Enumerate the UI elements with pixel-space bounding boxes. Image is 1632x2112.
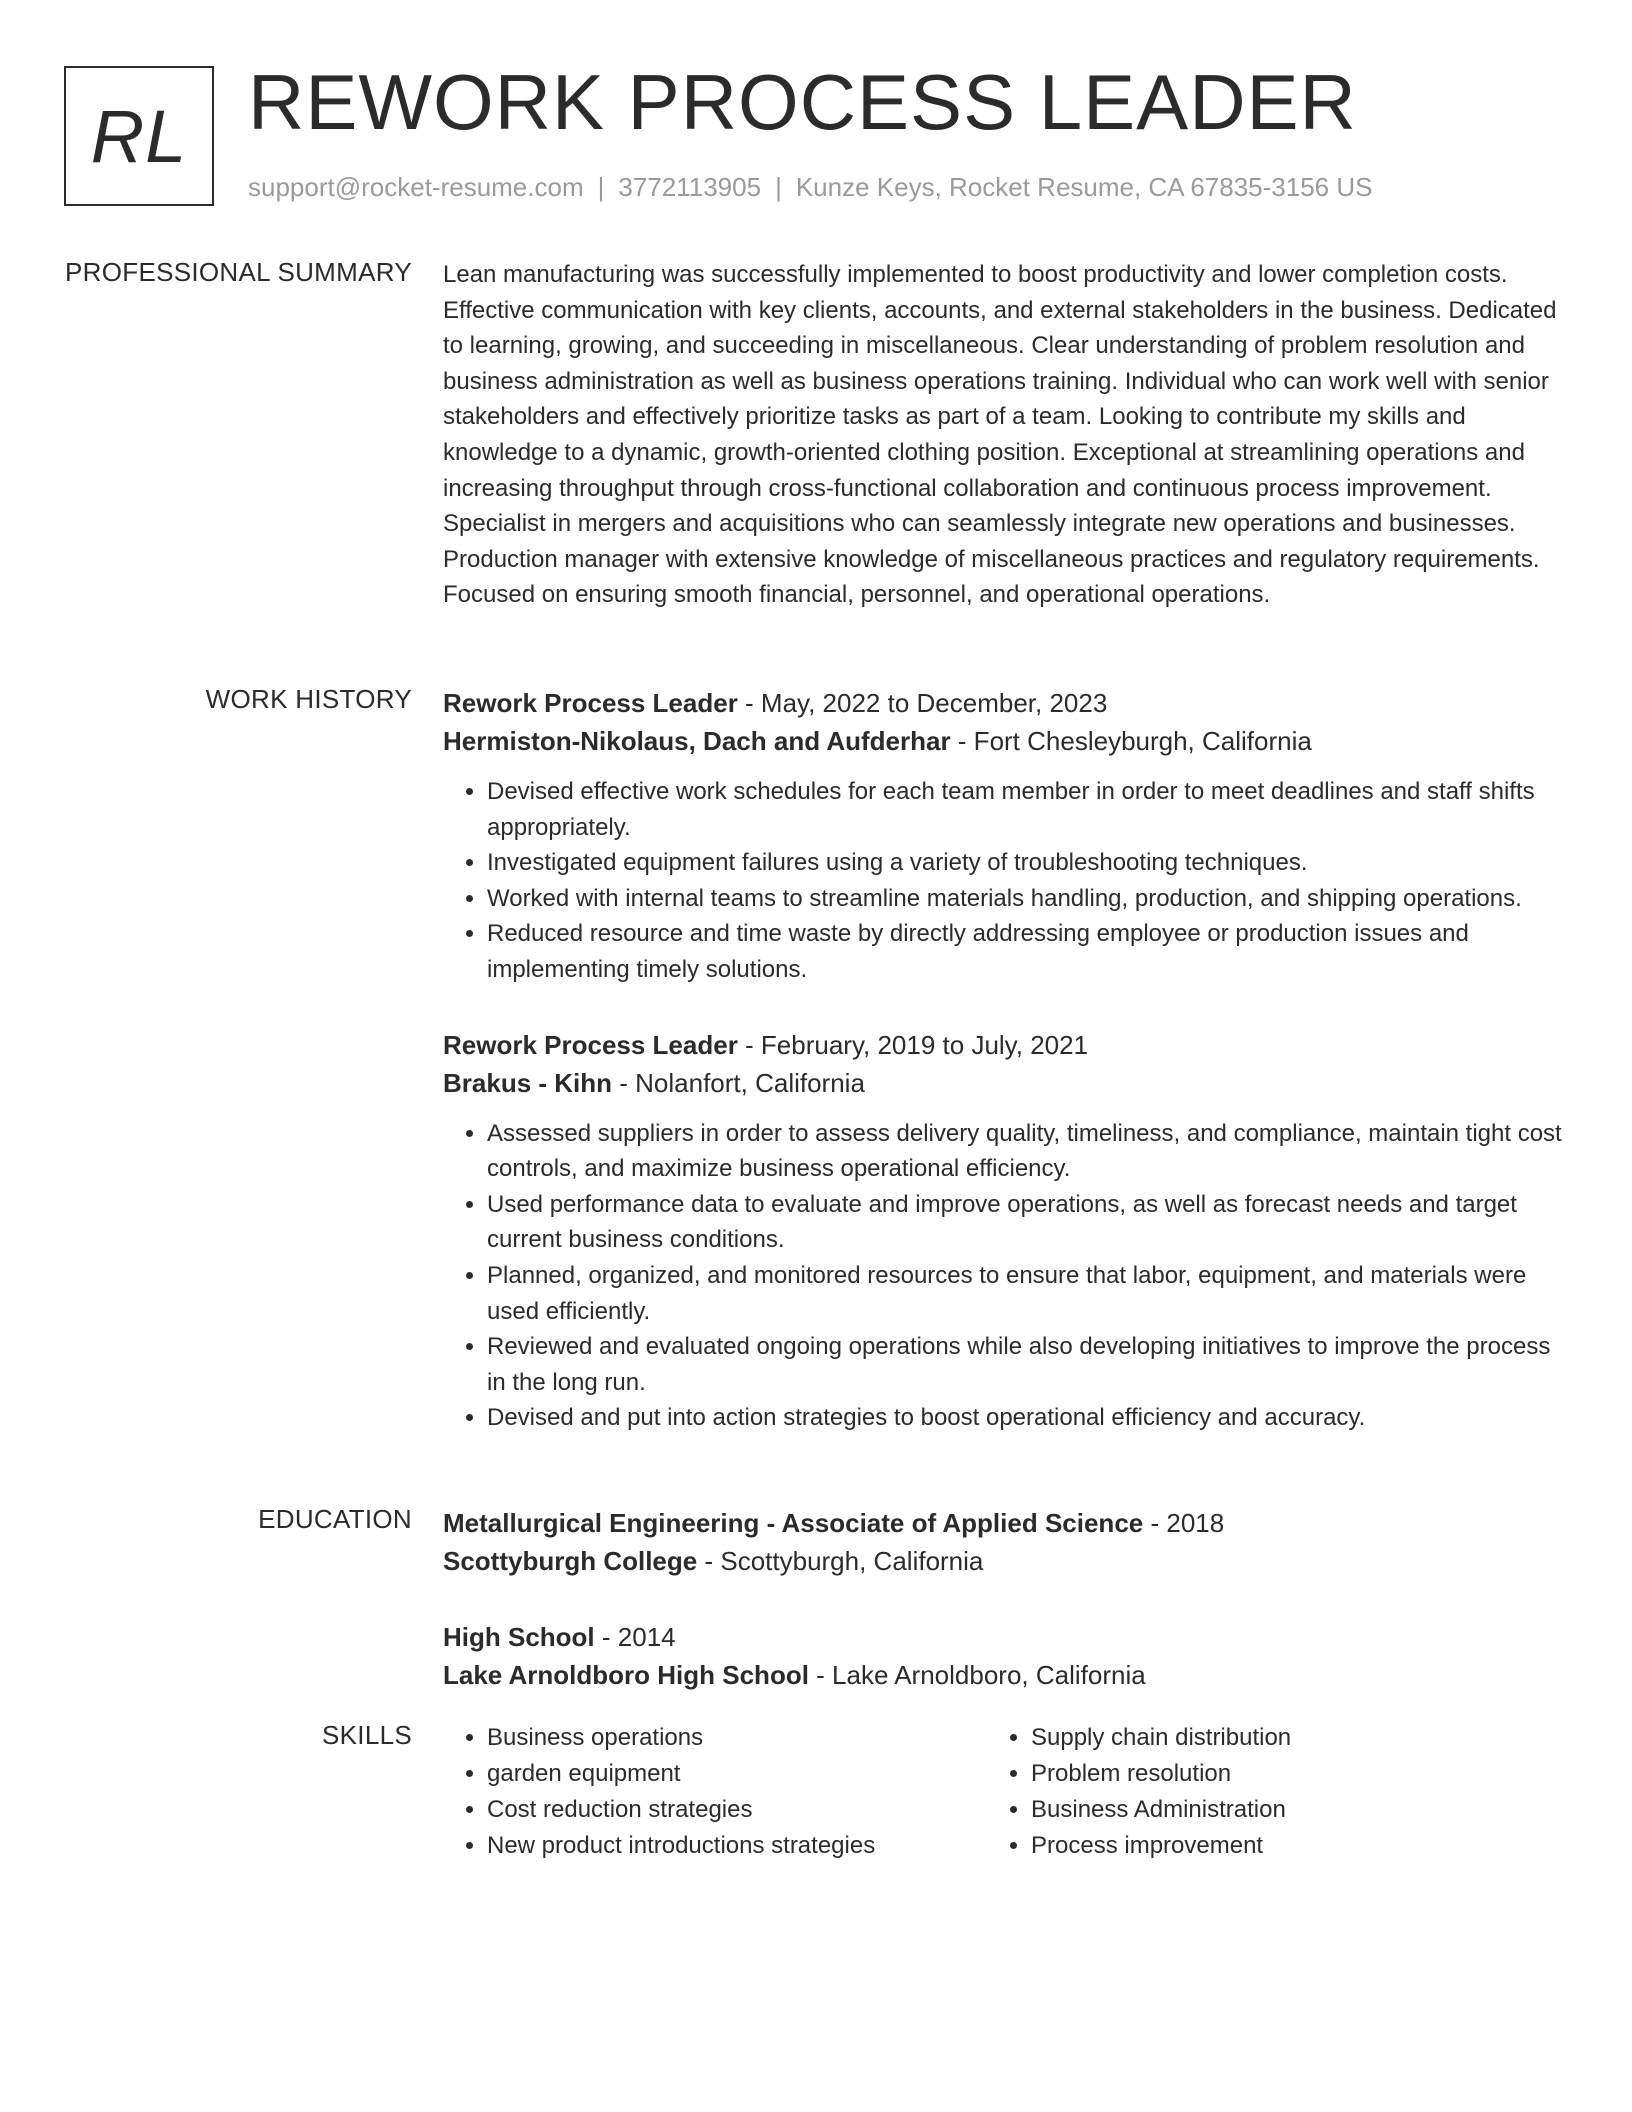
summary-text: Lean manufacturing was successfully implemented to boost productivity and lower completion costs. Effective communication with key clients, accounts, and external stakeholders in the business. Dedicated to learning, growing, and succeeding in miscellaneous. Clear understanding of problem resolution and business administration as well as business operations training. Individual who can work well with senior stakeholders and effectively prioritize tasks as part of a team. Looking to contribute my skills and knowledge to a dynamic, growth-oriented clothing position. Exceptional at streamlining operations and increasing throughput through cross-functional collaboration and continuous process improvement. Specialist in mergers and acquisitions who can seamlessly integrate new operations and businesses. Production manager with extensive knowledge of miscellaneous practices and regulatory requirements. Focused on ensuring smooth financial, personnel, and operational operations. <box>443 261 1557 609</box>
skill-item: • Cost reduction strategies <box>487 1792 987 1828</box>
skill-item: • Process improvement <box>1031 1828 1531 1864</box>
contact-phone[interactable]: 3772113905 <box>618 172 762 202</box>
school-line <box>443 1542 1563 1580</box>
job-bullet: • Planned, organized, and monitored resources to ensure that labor, equipment, and materials were used efficiently. <box>487 1258 1563 1329</box>
job-company: Brakus - Kihn <box>443 1067 613 1098</box>
job-bullet: • Assessed suppliers in order to assess delivery quality, timeliness, and compliance, maintain tight cost controls, and maximize business operational efficiency. <box>487 1116 1563 1187</box>
degree-year: - 2014 <box>594 1622 676 1652</box>
school-line <box>443 1656 1563 1694</box>
education-body <box>443 1504 1563 1694</box>
job-title: Rework Process Leader <box>443 1029 738 1060</box>
skills-body <box>443 1720 1563 1864</box>
section-heading-education: EDUCATION <box>258 1504 412 1534</box>
skills-column-left <box>443 1720 987 1864</box>
job-bullet: • Devised effective work schedules for each team member in order to meet deadlines and staff shifts appropriately. <box>487 774 1563 845</box>
skill-item: • New product introductions strategies <box>487 1828 987 1864</box>
job-location: - Nolanfort, California <box>612 1067 865 1098</box>
skill-item: • Supply chain distribution <box>1031 1720 1531 1756</box>
job-bullets <box>443 774 1563 988</box>
section-heading-skills: SKILLS <box>322 1720 412 1750</box>
school-location: - Lake Arnoldboro, California <box>808 1660 1146 1690</box>
school: Lake Arnoldboro High School <box>443 1660 809 1690</box>
skill-item: • Business Administration <box>1031 1792 1531 1828</box>
education-entry <box>443 1504 1563 1580</box>
job-bullet: • Reduced resource and time waste by directly addressing employee or production issues and implementing timely solutions. <box>487 916 1563 987</box>
job-bullet: • Worked with internal teams to streamline materials handling, production, and shipping operations. <box>487 881 1563 917</box>
entry-gap <box>443 1580 1563 1618</box>
job-bullet: • Used performance data to evaluate and improve operations, as well as forecast needs and target current business conditions. <box>487 1187 1563 1258</box>
contact-email[interactable]: support@rocket-resume.com <box>248 172 584 202</box>
degree: High School <box>443 1622 595 1652</box>
contact-separator: | <box>775 172 782 202</box>
job-bullets <box>443 1116 1563 1436</box>
job-dates: - February, 2019 to July, 2021 <box>737 1029 1089 1060</box>
job-company-line <box>443 1064 1563 1102</box>
skill-item: • Business operations <box>487 1720 987 1756</box>
job-dates: - May, 2022 to December, 2023 <box>737 688 1108 718</box>
skills-column-right <box>987 1720 1531 1864</box>
monogram-box <box>64 66 214 206</box>
degree-line <box>443 1618 1563 1656</box>
job-location: - Fort Chesleyburgh, California <box>950 726 1312 756</box>
education-entry <box>443 1618 1563 1694</box>
skill-item: • garden equipment <box>487 1756 987 1792</box>
school: Scottyburgh College <box>443 1546 698 1576</box>
skill-item: • Problem resolution <box>1031 1756 1531 1792</box>
section-heading-work: WORK HISTORY <box>205 684 412 714</box>
section-heading-summary: PROFESSIONAL SUMMARY <box>65 257 412 287</box>
job-bullet: • Reviewed and evaluated ongoing operations while also developing initiatives to improve the process in the long run. <box>487 1329 1563 1400</box>
job-entry <box>443 684 1563 988</box>
job-title-line <box>443 1026 1563 1064</box>
job-bullet: • Devised and put into action strategies to boost operational efficiency and accuracy. <box>487 1400 1563 1436</box>
job-entry <box>443 1026 1563 1436</box>
degree: Metallurgical Engineering - Associate of Applied Science <box>443 1508 1144 1538</box>
monogram-initials: RL <box>90 94 188 178</box>
resume-title: REWORK PROCESS LEADER <box>248 58 1357 146</box>
degree-year: - 2018 <box>1143 1508 1225 1538</box>
entry-gap <box>443 988 1563 1026</box>
contact-address: Kunze Keys, Rocket Resume, CA 67835-3156 US <box>795 172 1373 202</box>
job-title: Rework Process Leader <box>443 688 738 718</box>
degree-line <box>443 1504 1563 1542</box>
job-title-line <box>443 684 1563 722</box>
job-company: Hermiston-Nikolaus, Dach and Aufderhar <box>443 726 951 756</box>
contact-line <box>248 172 1372 203</box>
contact-separator: | <box>597 172 605 202</box>
school-location: - Scottyburgh, California <box>697 1546 984 1576</box>
job-bullet: • Investigated equipment failures using a variety of troubleshooting techniques. <box>487 845 1563 881</box>
work-history-body <box>443 684 1563 1436</box>
job-company-line <box>443 722 1563 760</box>
